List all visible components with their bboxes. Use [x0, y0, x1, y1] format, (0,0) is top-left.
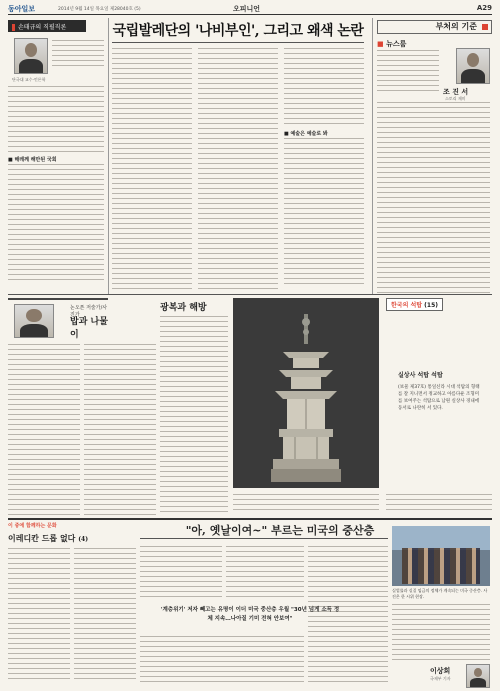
section-rule: [8, 294, 492, 295]
label-marker-icon: [12, 24, 15, 31]
column-divider: [372, 18, 373, 294]
column-label: 손태규의 직필직론: [8, 20, 86, 32]
page-number: A29: [476, 4, 492, 12]
right-column-title: 부처의 기준: [377, 20, 492, 34]
col2-text-2: [84, 344, 156, 519]
bottom-headline-rule: [140, 538, 388, 539]
col2-text-3: [160, 316, 228, 516]
main-text-col-2: [198, 48, 278, 293]
issue-date: 2014년 9월 14일 목요일 제28040호 (5): [58, 7, 141, 12]
pagoda-photo: [233, 298, 379, 488]
bottom-author-desc: 국제부 기자: [430, 676, 451, 681]
bottom-column-title: 이레디칸 드롭 없다 (4): [8, 533, 89, 543]
reporter-portrait: [456, 48, 490, 84]
bottom-rule: [8, 518, 492, 520]
left-text-block-2: [8, 164, 104, 284]
column-kicker: 논오픈 저술가/사진가: [70, 305, 108, 318]
main-text-col-1: [112, 48, 192, 293]
main-text-col-3b: [284, 138, 364, 288]
bottom-text-col-1: [8, 548, 70, 683]
photo-bottom-text: [233, 494, 379, 514]
pagoda-icon: [271, 312, 341, 482]
bottom-text-col-3b: [140, 636, 304, 686]
writer-portrait: [14, 304, 54, 338]
protest-photo-caption: 실업률과 실질 임금의 정체가 계속되는 미국 중산층. 사진은 한 시위 현장.: [392, 588, 488, 599]
photo-caption: (보물 제37호) 통일신라 시대 석탑의 형태를 잘 지니면서 정교하고 아름다운 조형미를 보여주는 석탑으로 남원 실상사 경내에 동서로 나란히 서 있다.: [398, 385, 480, 411]
column-header: [8, 298, 108, 338]
bottom-right-text: [392, 604, 490, 664]
bottom-writer-portrait: [466, 664, 490, 688]
main-subhead: ■ 예술은 예술로 봐: [284, 131, 328, 137]
left-text-block-top: [52, 40, 104, 70]
left-subhead: ■ 해레께 해만된 국회: [8, 157, 57, 163]
columnist-caption: 단국대 교수·언론학: [12, 77, 46, 82]
column-title: 밥과 나물이: [70, 317, 108, 340]
col2-text-1: [8, 344, 80, 519]
main-headline: 국립발레단의 '나비부인', 그리고 왜색 논란: [112, 23, 364, 39]
photo-caption-box: [386, 298, 492, 488]
left-text-block-1: [8, 86, 104, 156]
bottom-author-name: 이상희: [430, 667, 451, 675]
right-author-desc: 스토리 재미: [445, 96, 466, 101]
right-bottom-text: [386, 494, 492, 514]
bottom-column-kicker: 이 중에 함께하는 문화: [8, 523, 57, 529]
newspaper-name: 동아일보: [8, 5, 36, 13]
column-divider: [108, 18, 109, 294]
col2-section-title: 광복과 해방: [160, 303, 207, 313]
title-marker-icon: [482, 24, 488, 30]
bottom-text-col-2: [74, 548, 136, 683]
right-author-name: 조 진 서: [443, 88, 469, 96]
columnist-portrait: [14, 38, 48, 74]
main-text-col-3a: [284, 48, 364, 126]
headline-rule: [112, 42, 364, 43]
bottom-deck: '계층위기' 저자 빼고는 유명이 이더 미국 중산층 우월 "30년 넘게 소득 정체 지속…나아질 기미 전혀 안보여": [160, 607, 340, 622]
photo-caption-title: 실상사 석탑 석탑: [398, 372, 443, 379]
series-tag: 한국의 석탑 (15): [386, 298, 443, 311]
bottom-text-col-3a: [140, 546, 222, 602]
right-text-block: [377, 102, 490, 297]
bottom-headline: "아, 옛날이여~" 부르는 미국의 중산층: [185, 524, 375, 537]
newsroom-label: ■ 뉴스룸: [377, 40, 407, 48]
protest-photo: [392, 526, 490, 586]
masthead: [8, 3, 492, 15]
right-text-top: [377, 50, 439, 95]
bottom-text-col-4a: [226, 546, 304, 602]
section-title: 오피니언: [233, 5, 261, 13]
